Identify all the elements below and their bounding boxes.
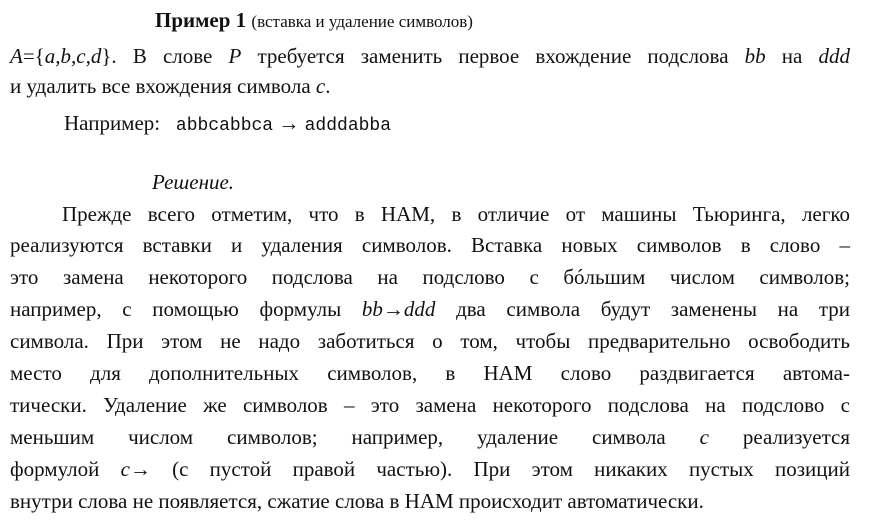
- arrow-icon: →: [382, 297, 404, 321]
- body-line-7: тически. Удаление же символов – это замена некоторого подслова на подслово с: [10, 393, 850, 417]
- statement-line-2: [10, 72, 850, 100]
- example-output: adddabba: [304, 116, 392, 136]
- symbol-c: c: [120, 457, 130, 481]
- text: ={: [22, 44, 45, 68]
- arrow-icon: →: [278, 111, 300, 135]
- text: (с пустой правой частью). При этом никаких пустых позиций: [150, 457, 850, 481]
- body-line-10: внутри слова не появляется, сжатие слова в НАМ происходит автоматически.: [10, 489, 704, 513]
- substring-ddd: ddd: [818, 44, 850, 68]
- example-line: [64, 109, 882, 140]
- text: формулой: [10, 457, 121, 481]
- example-title: [155, 6, 882, 36]
- symbol-c: c: [699, 425, 709, 449]
- body-line-1: Прежде всего отметим, что в НАМ, в отличие от машины Тьюринга, легко: [62, 202, 850, 226]
- text: требуется заменить первое вхождение подслова: [241, 44, 745, 68]
- body-line-6: место для дополнительных символов, в НАМ слово раздвигается автома-: [10, 361, 850, 385]
- example-input: abbcabbca: [175, 116, 274, 136]
- solution-heading: Решение.: [152, 170, 235, 194]
- body-line-9: [10, 455, 850, 483]
- statement-line-1: [10, 42, 850, 70]
- text: }. В слове: [101, 44, 229, 68]
- text: два символа будут заменены на три: [435, 297, 851, 321]
- arrow-icon: →: [129, 457, 151, 481]
- symbol-c: c: [315, 74, 326, 98]
- body-line-5: символа. При этом не надо заботиться о том, чтобы предварительно освободить: [10, 329, 850, 353]
- body-line-8: [10, 423, 850, 451]
- body-line-4: [10, 295, 850, 323]
- formula-lhs: bb: [361, 297, 383, 321]
- formula-rhs: ddd: [403, 297, 436, 321]
- text: реализуется: [708, 425, 850, 449]
- text: и удалить все вхождения символа: [10, 74, 316, 98]
- alphabet: a,b,c,d: [44, 44, 102, 68]
- example-title-note: (вставка и удаление символов): [251, 12, 473, 31]
- body-line-3: это замена некоторого подслова на подслово с бóльшим числом символов;: [10, 265, 850, 289]
- var-p: P: [228, 44, 242, 68]
- example-title-bold: Пример 1: [155, 8, 247, 32]
- text: .: [325, 74, 331, 98]
- text: на: [765, 44, 819, 68]
- text: меньшим числом символов; например, удаление символа: [10, 425, 700, 449]
- var-a: A: [10, 44, 23, 68]
- example-label: Например:: [64, 111, 161, 135]
- text: например, с помощью формулы: [10, 297, 362, 321]
- body-line-2: реализуются вставки и удаления символов. Вставка новых символов в слово –: [10, 233, 850, 257]
- substring-bb: bb: [744, 44, 766, 68]
